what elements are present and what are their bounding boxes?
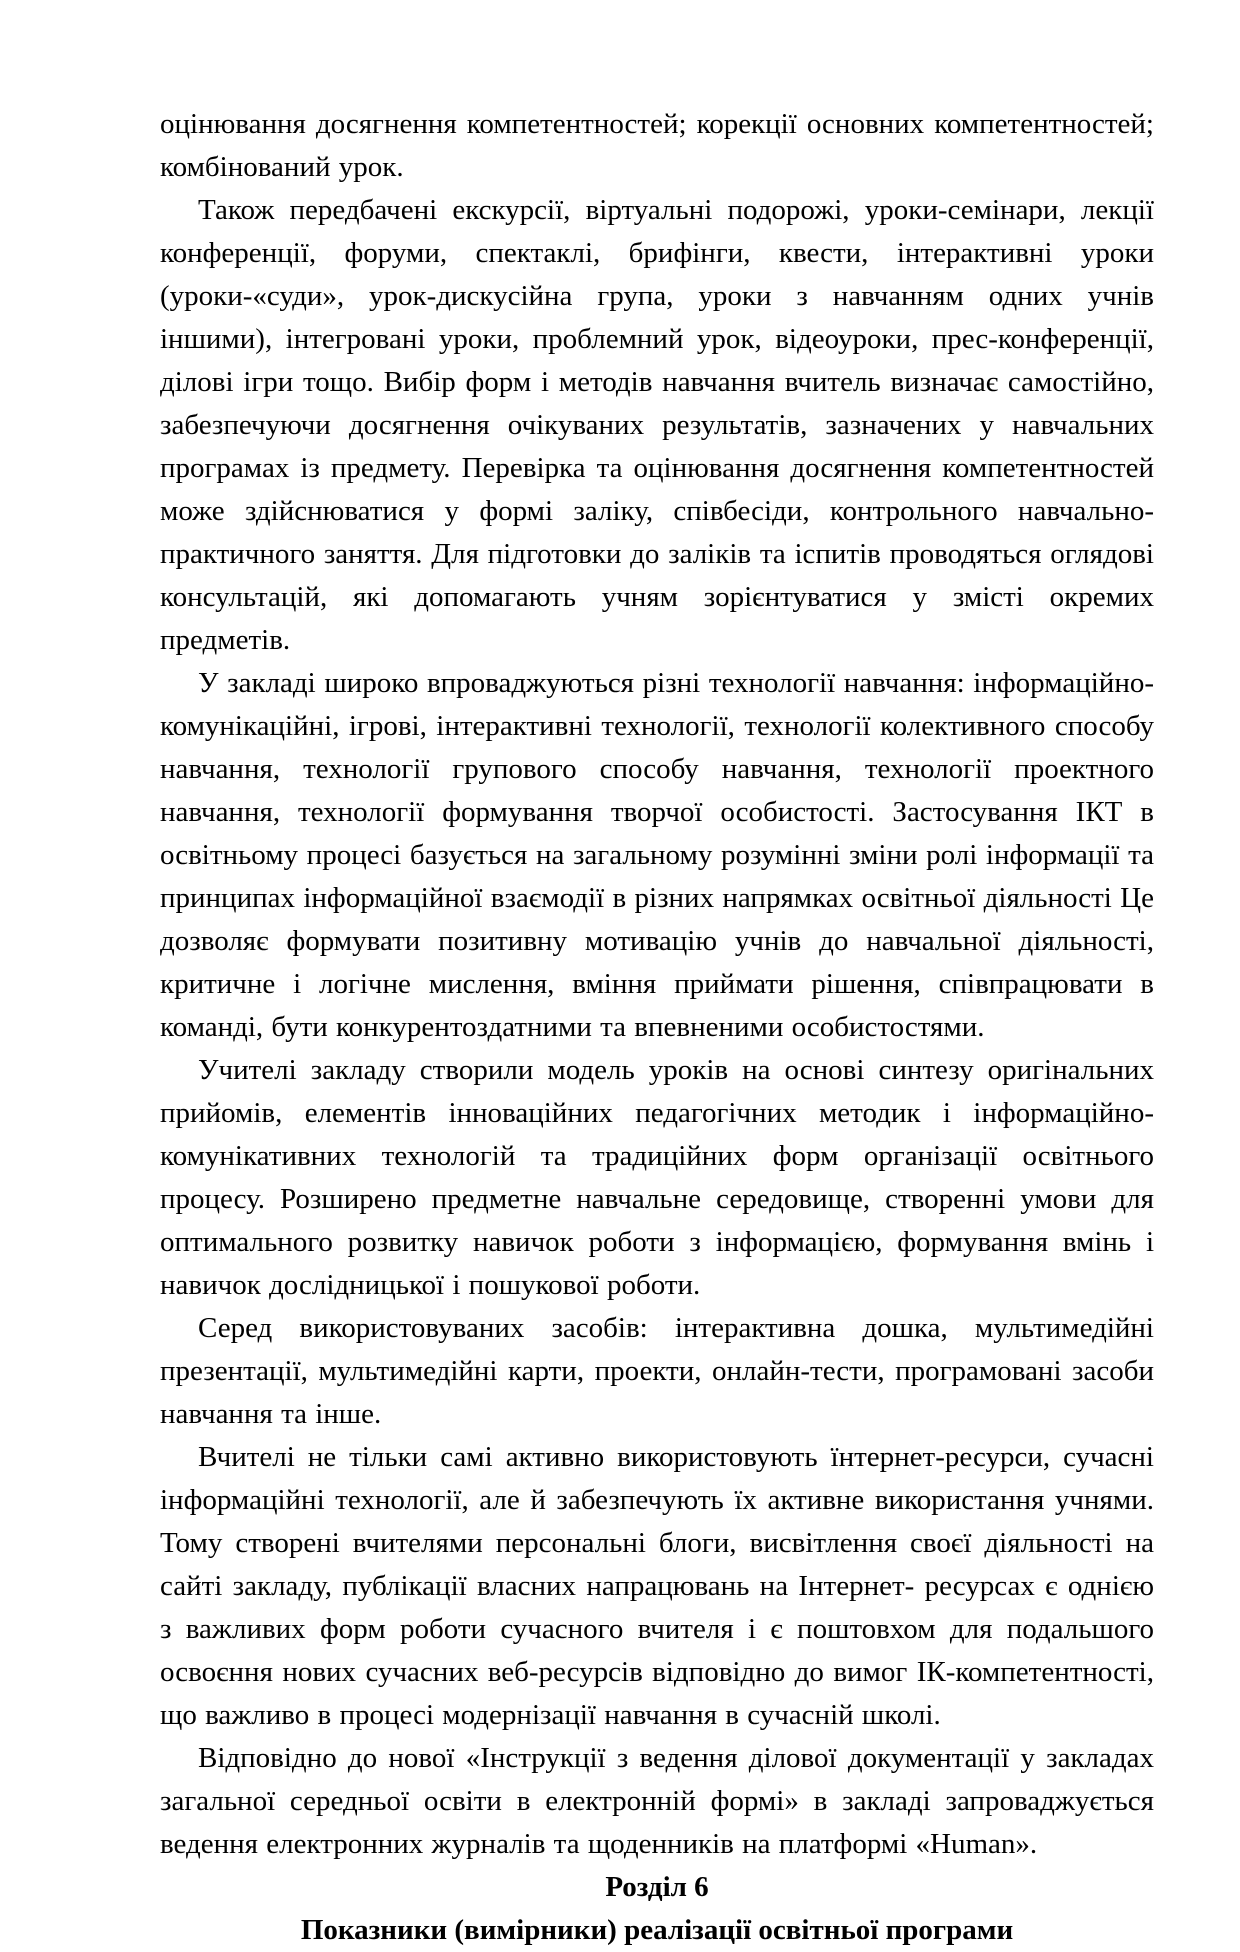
- section-heading: [160, 1866, 1154, 1952]
- section-heading-chapter: Розділ 6: [605, 1871, 709, 1903]
- paragraph-continuation: оцінювання досягнення компетентностей; корекції основних компетентностей; комбінований урок.: [160, 108, 1154, 183]
- document-text-block: [160, 103, 1154, 1952]
- paragraph-lesson-model: Учителі закладу створили модель уроків на основі синтезу оригінальних прийомів, елементів інноваційних педагогічних методик і інформаційно-комунікативних технологій та традиційних форм організації освітнього процесу. Розширено предметне навчальне середовище, створенні умови для оптимального розвитку навичок роботи з інформацією, формування вмінь і навичок дослідницької і пошукової роботи.: [160, 1054, 1154, 1301]
- paragraph-tools: Серед використовуваних засобів: інтерактивна дошка, мультимедійні презентації, мультимедійні карти, проекти, онлайн-тести, програмовані засоби навчання та інше.: [160, 1312, 1154, 1430]
- section-heading-title: Показники (вимірники) реалізації освітньої програми: [300, 1914, 1014, 1946]
- paragraph-internet-resources: Вчителі не тільки самі активно використовують їнтернет-ресурси, сучасні інформаційні технології, але й забезпечують їх активне використання учнями. Тому створені вчителями персональні блоги, висвітлення своєї діяльності на сайті закладу, публікації власних напрацювань на Інтернет- ресурсах є однією з важливих форм роботи сучасного вчителя і є поштовхом для подальшого освоєння нових сучасних веб-ресурсів відповідно до вимог ІК-компетентності, що важливо в процесі модернізації навчання в сучасній школі.: [160, 1441, 1154, 1731]
- paragraph-technologies: У закладі широко впроваджуються різні технології навчання: інформаційно-комунікаційні, ігрові, інтерактивні технології, технології колективного способу навчання, технології групового способу навчання, технології проектного навчання, технології формування творчої особистості. Застосування ІКТ в освітньому процесі базується на загальному розумінні зміни ролі інформації та принципах інформаційної взаємодії в різних напрямках освітньої діяльності Це дозволяє формувати позитивну мотивацію учнів до навчальної діяльності, критичне і логічне мислення, вміння приймати рішення, співпрацювати в команді, бути конкурентоздатними та впевненими особистостями.: [160, 667, 1154, 1043]
- paragraph-e-journals: Відповідно до нової «Інструкції з ведення ділової документації у закладах загальної середньої освіти в електронній формі» в закладі запроваджується ведення електронних журналів та щоденників на платформі «Human».: [160, 1742, 1154, 1860]
- paragraph-lesson-forms: Також передбачені екскурсії, віртуальні подорожі, уроки-семінари, лекції конференції, форуми, спектаклі, брифінги, квести, інтерактивні уроки (уроки-«суди», урок-дискусійна група, уроки з навчанням одних учнів іншими), інтегровані уроки, проблемний урок, відеоуроки, прес-конференції, ділові ігри тощо. Вибір форм і методів навчання вчитель визначає самостійно, забезпечуючи досягнення очікуваних результатів, зазначених у навчальних програмах із предмету. Перевірка та оцінювання досягнення компетентностей може здійснюватися у формі заліку, співбесіди, контрольного навчально-практичного заняття. Для підготовки до заліків та іспитів проводяться оглядові консультацій, які допомагають учням зорієнтуватися у змісті окремих предметів.: [160, 194, 1154, 656]
